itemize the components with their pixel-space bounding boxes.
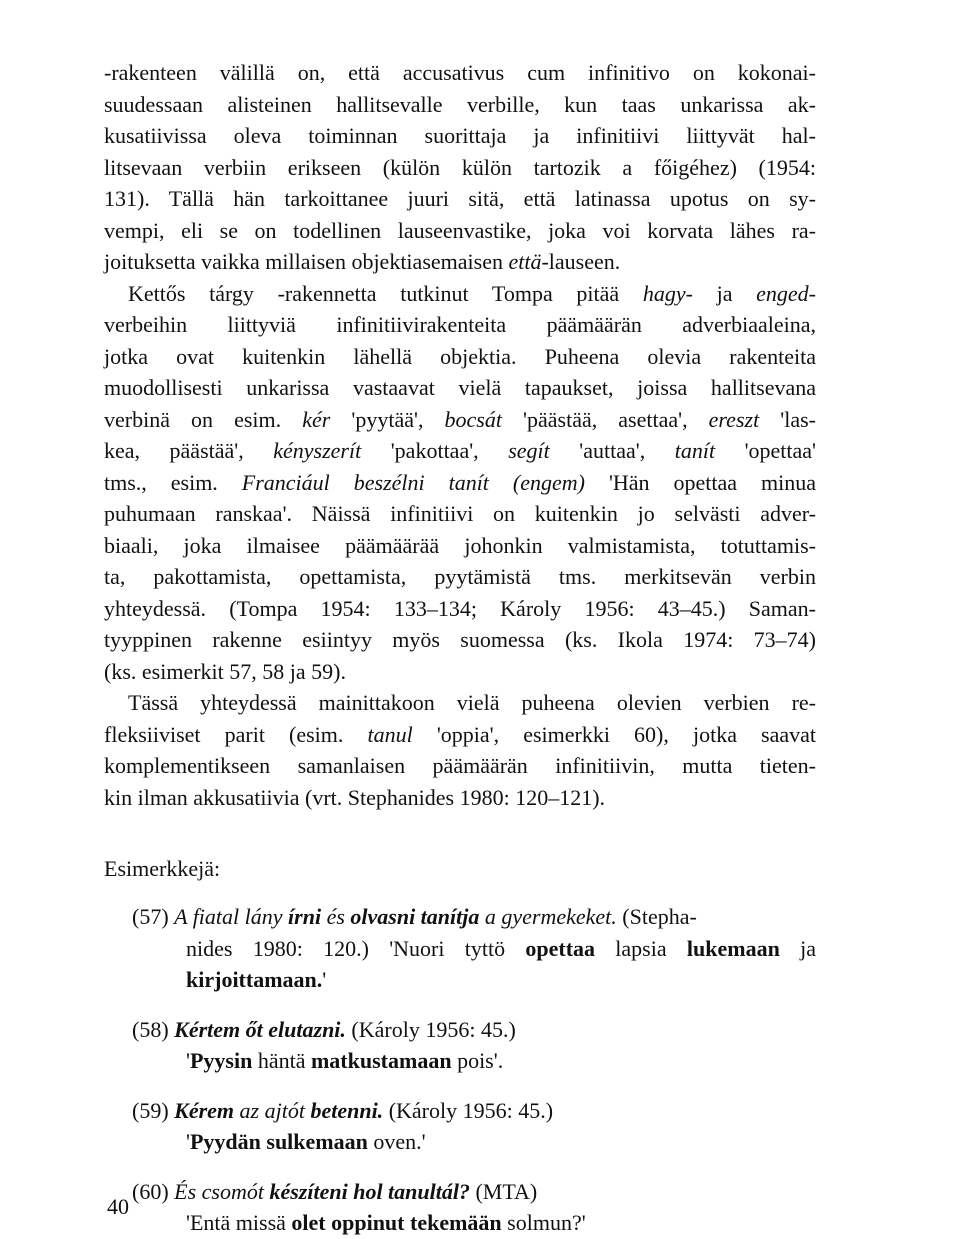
text-line: kusatiivissa oleva toiminnan suorittaja ja infinitiivi liittyvät hal- [104, 123, 816, 148]
examples-heading: Esimerkkejä: [104, 856, 221, 881]
italic-term: kér [302, 406, 331, 432]
example-59 [104, 1095, 816, 1158]
example-translation: 'Pyysin häntä matkustamaan pois'. [186, 1048, 504, 1073]
italic-term: hagy- [642, 280, 693, 306]
text-line: 131). Tällä hän tarkoittanee juuri sitä, että latinassa upotus on sy- [104, 186, 816, 211]
example-line: (59) Kérem az ajtót betenni. (Károly 1956: 45.) [132, 1097, 554, 1123]
text-line: yhteydessä. (Tompa 1954: 133–134; Károly 1956: 43–45.) Saman- [104, 595, 816, 621]
italic-term: ereszt [708, 406, 760, 432]
paragraph-1 [104, 57, 816, 278]
example-60 [104, 1176, 816, 1239]
text-line: joituksetta vaikka millaisen objektiasemaisen että-lauseen. [104, 249, 621, 274]
text-line: biaali, joka ilmaisee päämäärää johonkin valmistamista, totuttamis- [104, 532, 816, 558]
text-line: vempi, eli se on todellinen lauseenvastike, joka voi korvata lähes ra- [104, 217, 816, 243]
example-translation: 'Pyydän sulkemaan oven.' [186, 1129, 426, 1154]
italic-term: kényszerít [273, 438, 362, 463]
paragraph-2 [104, 278, 816, 688]
text-line: komplementikseen samanlaisen päämäärän infinitiivin, mutta tieten- [104, 753, 816, 778]
italic-term: segít [508, 438, 550, 463]
text-line: Tässä yhteydessä mainittakoon vielä puheena olevien verbien re- [128, 690, 816, 715]
text-line: verbinä on esim. kér 'pyytää', bocsát 'päästää, asettaa', ereszt 'las- [104, 406, 816, 432]
italic-term: tanul [367, 721, 413, 747]
example-number: (60) [132, 1178, 169, 1204]
example-number: (58) [132, 1016, 169, 1042]
text-line: Kettős tárgy -rakennetta tutkinut Tompa pitää hagy- ja enged- [128, 280, 816, 306]
text-line: tms., esim. Franciául beszélni tanít (engem) 'Hän opettaa minua [104, 469, 816, 495]
example-57 [104, 901, 816, 996]
text-line: kea, päästää', kényszerít 'pakottaa', segít 'auttaa', tanít 'opettaa' [104, 438, 817, 463]
example-number: (59) [132, 1097, 169, 1123]
text-line: suudessaan alisteinen hallitsevalle verbille, kun taas unkarissa ak- [104, 91, 816, 117]
example-translation: 'Entä missä olet oppinut tekemään solmun?' [186, 1210, 586, 1235]
paragraph-3 [104, 687, 816, 813]
page-number: 40 [107, 1194, 129, 1219]
italic-term: että [508, 249, 542, 274]
text-line: fleksiiviset parit (esim. tanul 'oppia', esimerkki 60), jotka saavat [104, 721, 817, 747]
italic-term: enged- [756, 280, 816, 306]
text-line: -rakenteen välillä on, että accusativus cum infinitivo on kokonai- [104, 60, 816, 85]
text-line: (ks. esimerkit 57, 58 ja 59). [104, 658, 346, 684]
italic-term: bocsát [444, 406, 502, 432]
text-line: puhumaan ranskaa'. Näissä infinitiivi on kuitenkin jo selvästi adver- [104, 501, 816, 526]
text-line: ta, pakottamista, opettamista, pyytämistä tms. merkitsevän verbin [104, 564, 816, 589]
italic-term: tanít [674, 438, 716, 463]
example-number: (57) [132, 904, 169, 929]
example-58 [104, 1014, 816, 1077]
text-line: litsevaan verbiin erikseen (külön külön tartozik a főigéhez) (1954: [104, 154, 816, 180]
example-line: (57) A fiatal lány írni és olvasni tanítja a gyermekeket. (Stepha- [132, 904, 697, 929]
text-line: muodollisesti unkarissa vastaavat vielä tapaukset, joissa hallitsevana [104, 375, 816, 400]
example-line: (58) Kértem őt elutazni. (Károly 1956: 45.) [132, 1016, 516, 1042]
text-line: jotka ovat kuitenkin lähellä objektia. Puheena olevia rakenteita [104, 343, 816, 369]
text-line: kin ilman akkusatiivia (vrt. Stephanides 1980: 120–121). [104, 784, 606, 810]
text-line: verbeihin liittyviä infinitiivirakenteita päämäärän adverbiaaleina, [104, 312, 816, 337]
text-line: tyyppinen rakenne esiintyy myös suomessa (ks. Ikola 1974: 73–74) [104, 627, 816, 652]
example-line: (60) És csomót készíteni hol tanultál? (MTA) [132, 1178, 538, 1204]
example-translation: kirjoittamaan.' [186, 967, 327, 992]
example-translation: nides 1980: 120.) 'Nuori tyttö opettaa lapsia lukemaan ja [186, 935, 816, 961]
page-body [104, 57, 816, 1239]
italic-term: Franciául beszélni tanít (engem) [241, 469, 585, 495]
